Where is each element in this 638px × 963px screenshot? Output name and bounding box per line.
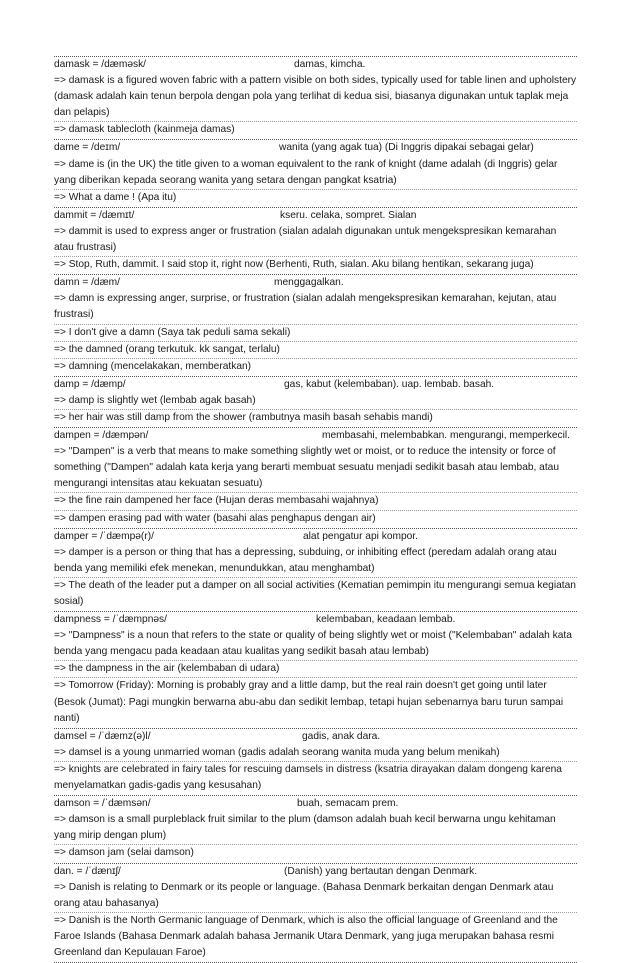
definition-line: => "Dampen" is a verb that means to make something slightly wet or moist, or to reduce the intensity or force of something ("Dampen" adalah kata kerja yang berarti membuat sesuatu menjadi sedikit basah atau lembab, atau mengurangi intensitas atau kekuatan sesuatu) bbox=[54, 444, 577, 492]
example-line: => the fine rain dampened her face (Hujan deras membasahi wajahnya) bbox=[54, 492, 577, 509]
dictionary-entry bbox=[54, 207, 577, 274]
example-line: => dampen erasing pad with water (basahi alas penghapus dengan air) bbox=[54, 510, 577, 527]
entry-heading bbox=[54, 864, 577, 880]
definition-line: => damsel is a young unmarried woman (gadis adalah seorang wanita muda yang belum menikah) bbox=[54, 745, 577, 761]
translation: kseru. celaka, sompret. Sialan bbox=[280, 208, 416, 224]
headword: dampen = /dæmpən/ bbox=[54, 428, 148, 444]
dictionary-entry bbox=[54, 56, 577, 139]
entry-heading bbox=[54, 729, 577, 745]
definition-line: => damson is a small purpleblack fruit similar to the plum (damson adalah buah kecil berwarna ungu kehitaman yang mirip dengan plum) bbox=[54, 812, 577, 844]
example-line: => Tomorrow (Friday): Morning is probably gray and a little damp, but the real rain doesn't get going until later (Besok (Jumat): Pagi mungkin berwarna abu-abu dan sedikit lembap, tetapi hujan sebenarnya baru turun sampai nanti) bbox=[54, 677, 577, 726]
entry-heading bbox=[54, 796, 577, 812]
translation: (Danish) yang bertautan dengan Denmark. bbox=[284, 864, 477, 880]
translation: buah, semacam prem. bbox=[297, 796, 398, 812]
dictionary-entry bbox=[54, 376, 577, 427]
headword: dame = /deɪm/ bbox=[54, 140, 120, 156]
headword: damson = /ˈdæmsən/ bbox=[54, 796, 151, 812]
headword: dampness = /ˈdæmpnəs/ bbox=[54, 612, 167, 628]
dictionary-entry bbox=[54, 795, 577, 862]
entry-heading bbox=[54, 275, 577, 291]
translation: kelembaban, keadaan lembab. bbox=[316, 612, 455, 628]
translation: menggagalkan. bbox=[274, 275, 344, 291]
translation: wanita (yang agak tua) (Di Inggris dipakai sebagai gelar) bbox=[279, 140, 534, 156]
entry-heading bbox=[54, 529, 577, 545]
definition-line: => Danish is relating to Denmark or its people or language. (Bahasa Denmark berkaitan dengan Denmark atau orang atau bahasanya) bbox=[54, 880, 577, 912]
dictionary-page bbox=[54, 56, 577, 963]
example-line: => knights are celebrated in fairy tales for rescuing damsels in distress (ksatria dirayakan dalam dongeng karena menyelamatkan gadis-gadis yang kesusahan) bbox=[54, 761, 577, 794]
definition-line: => dame is (in the UK) the title given to a woman equivalent to the rank of knight (dame adalah (di Inggris) gelar yang diberikan kepada seorang wanita yang setara dengan pangkat ksatria) bbox=[54, 157, 577, 189]
dictionary-entry bbox=[54, 528, 577, 611]
dictionary-entry bbox=[54, 863, 577, 963]
example-line: => her hair was still damp from the shower (rambutnya masih basah sehabis mandi) bbox=[54, 409, 577, 426]
definition-line: => damask is a figured woven fabric with a pattern visible on both sides, typically used for table linen and upholstery (damask adalah kain tenun berpola dengan pola yang terlihat di kedua sisi, biasanya digunakan untuk taplak meja dan pelapis) bbox=[54, 73, 577, 121]
example-line: => I don't give a damn (Saya tak peduli sama sekali) bbox=[54, 324, 577, 341]
definition-line: => damn is expressing anger, surprise, or frustration (sialan adalah mengekspresikan kemarahan, kejutan, atau frustrasi) bbox=[54, 291, 577, 323]
dictionary-entry bbox=[54, 274, 577, 376]
entry-heading bbox=[54, 208, 577, 224]
entry-heading bbox=[54, 140, 577, 156]
dictionary-entry bbox=[54, 728, 577, 795]
definition-line: => damper is a person or thing that has a depressing, subduing, or inhibiting effect (peredam adalah orang atau benda yang memiliki efek menekan, menundukkan, atau menghambat) bbox=[54, 545, 577, 577]
dictionary-entry bbox=[54, 139, 577, 206]
entry-heading bbox=[54, 428, 577, 444]
example-line: => the damned (orang terkutuk. kk sangat, terlalu) bbox=[54, 341, 577, 358]
headword: damper = /ˈdæmpə(r)/ bbox=[54, 529, 154, 545]
translation: gas, kabut (kelembaban). uap. lembab. basah. bbox=[284, 377, 494, 393]
entry-heading bbox=[54, 57, 577, 73]
example-line: => The death of the leader put a damper on all social activities (Kematian pemimpin itu mengurangi semua kegiatan sosial) bbox=[54, 577, 577, 610]
headword: dammit = /dæmɪt/ bbox=[54, 208, 134, 224]
entry-heading bbox=[54, 377, 577, 393]
translation: membasahi, melembabkan. mengurangi, memperkecil. bbox=[322, 428, 570, 444]
translation: alat pengatur api kompor. bbox=[303, 529, 418, 545]
example-line: => Stop, Ruth, dammit. I said stop it, right now (Berhenti, Ruth, sialan. Aku bilang hentikan, sekarang juga) bbox=[54, 256, 577, 273]
translation: gadis, anak dara. bbox=[302, 729, 380, 745]
dictionary-entry bbox=[54, 611, 577, 728]
headword: dan. = /ˈdænɪʃ/ bbox=[54, 864, 121, 880]
definition-line: => dammit is used to express anger or frustration (sialan adalah digunakan untuk mengekspresikan kemarahan atau frustrasi) bbox=[54, 224, 577, 256]
entry-heading bbox=[54, 612, 577, 628]
headword: damn = /dæm/ bbox=[54, 275, 120, 291]
translation: damas, kimcha. bbox=[294, 57, 365, 73]
example-line: => damson jam (selai damson) bbox=[54, 844, 577, 861]
headword: damsel = /ˈdæmz(ə)l/ bbox=[54, 729, 151, 745]
headword: damp = /dæmp/ bbox=[54, 377, 126, 393]
dictionary-entry bbox=[54, 427, 577, 528]
headword: damask = /dæməsk/ bbox=[54, 57, 146, 73]
definition-line: => Danish is the North Germanic language of Denmark, which is also the official language of Greenland and the Faroe Islands (Bahasa Denmark adalah bahasa Jermanik Utara Denmark, yang juga merupakan bahasa resmi Greenland dan Kepulauan Faroe) bbox=[54, 912, 577, 961]
example-line: => What a dame ! (Apa itu) bbox=[54, 189, 577, 206]
example-line: => damning (mencelakakan, memberatkan) bbox=[54, 358, 577, 375]
definition-line: => damp is slightly wet (lembab agak basah) bbox=[54, 393, 577, 409]
example-line: => the dampness in the air (kelembaban di udara) bbox=[54, 660, 577, 677]
definition-line: => "Dampness" is a noun that refers to the state or quality of being slightly wet or moist ("Kelembaban" adalah kata benda yang mengacu pada keadaan atau kualitas yang sedikit basah atau lembab) bbox=[54, 628, 577, 660]
example-line: => damask tablecloth (kainmeja damas) bbox=[54, 121, 577, 138]
